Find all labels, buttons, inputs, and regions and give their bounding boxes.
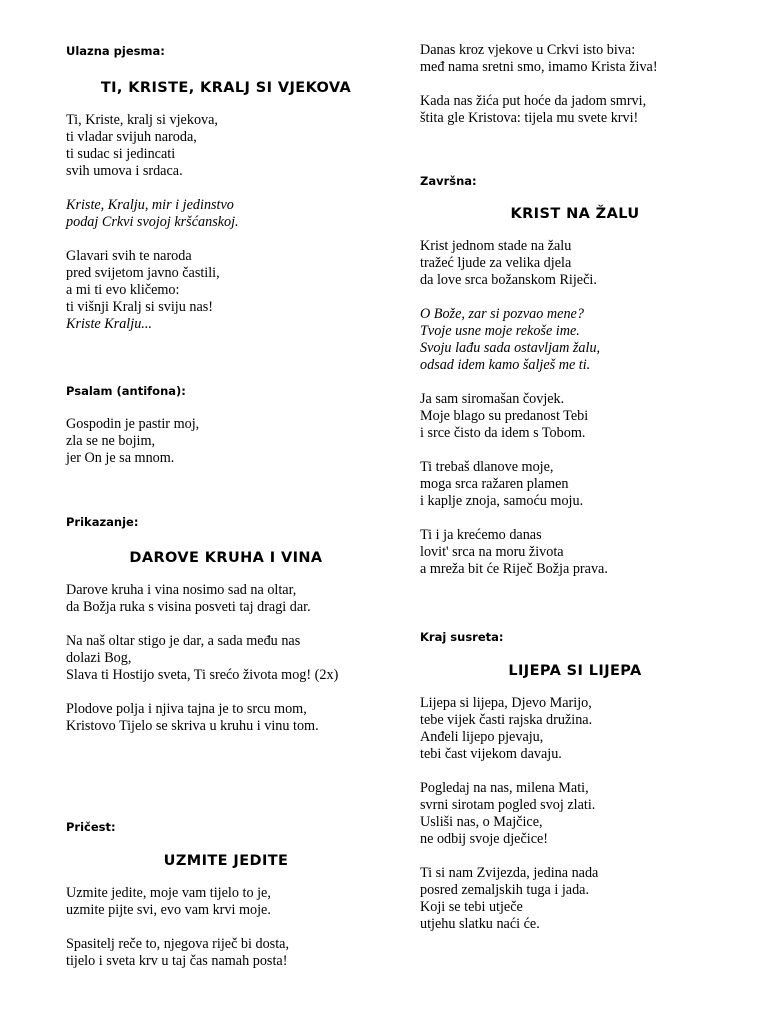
verse-line: Lijepa si lijepa, Djevo Marijo, [420,695,592,711]
verse-line: štita gle Kristova: tijela mu svete krvi! [420,110,639,126]
verse-line: Uzmite jedite, moje vam tijelo to je, [66,885,271,901]
verse [66,633,386,684]
section-kraj [420,630,750,933]
verse-line: ne odbij svoje dječice! [420,831,549,847]
verse-line: posred zemaljskih tuga i jada. [420,882,590,898]
verse-line: Svoju lađu sada ostavljam žalu, [420,340,601,356]
verse-line: odsad idem kamo šalješ me ti. [420,357,591,373]
verse-line: i kaplje znoja, samoću moju. [420,493,584,509]
section-label: Prikazanje: [66,515,139,529]
hymn-title: DAROVE KRUHA I VINA [129,550,323,566]
verse-line: zla se ne bojim, [66,433,156,449]
verse-line: Kristovo Tijelo se skriva u kruhu i vinu tom. [66,718,319,734]
verse-line: pred svijetom javno častili, [66,265,220,281]
verse-line: Moje blago su predanost Tebi [420,408,589,424]
verse [420,238,750,289]
verse-line: tijelo i sveta krv u taj čas namah posta! [66,953,288,969]
hymn-title: LIJEPA SI LIJEPA [508,663,642,679]
verse-line: Ti si nam Zvijezda, jedina nada [420,865,599,881]
verse-line: O Bože, zar si pozvao mene? [420,306,584,322]
verse-line: Koji se tebi utječe [420,899,523,915]
verse-line: Tvoje usne moje rekoše ime. [420,323,580,339]
verse-line: ti sudac si jedincati [66,146,176,162]
verse-line: tražeć ljude za velika djela [420,255,572,271]
section-zavrsna [420,174,750,578]
verse [420,780,750,848]
verse [66,701,386,735]
verse-line: podaj Crkvi svojoj kršćanskoj. [66,214,239,230]
verse-line: Spasitelj reče to, njegova riječ bi dosta, [66,936,289,952]
verse-line: Na naš oltar stigo je dar, a sada među nas [66,633,301,649]
verse [420,391,750,442]
verse [420,695,750,763]
verse-line: Kriste, Kralju, mir i jedinstvo [66,197,234,213]
section-label: Psalam (antifona): [66,384,186,398]
verse-line: moga srca ražaren plamen [420,476,569,492]
section-pricest [66,820,386,970]
verse-line: Plodove polja i njiva tajna je to srcu mom, [66,701,307,717]
verse [420,865,750,933]
verse-line: lovit' srca na moru života [420,544,564,560]
verse-line: svrni sirotam pogled svoj zlati. [420,797,596,813]
verse-line: Anđeli lijepo pjevaju, [420,729,544,745]
verse-line: Pogledaj na nas, milena Mati, [420,780,589,796]
section-prikazanje [66,515,386,735]
verse [420,42,750,76]
verse-line: Krist jednom stade na žalu [420,238,572,254]
verse-line: i srce čisto da idem s Tobom. [420,425,586,441]
verse-line: Slava ti Hostijo sveta, Ti srećo života mog! (2x) [66,667,339,683]
verse-line: Ja sam siromašan čovjek. [420,391,565,407]
verse-line: tebi čast vijekom davaju. [420,746,562,762]
verse-line: ti vladar svijuh naroda, [66,129,197,145]
verse [66,582,386,616]
verse [66,885,386,919]
verse [66,416,386,467]
section-label: Ulazna pjesma: [66,44,165,58]
refrain [420,306,750,374]
hymn-title: UZMITE JEDITE [163,853,289,869]
verse-line: Usliši nas, o Majčice, [420,814,543,830]
section-label: Kraj susreta: [420,630,504,644]
verse-line: a mreža bit će Riječ Božja prava. [420,561,608,577]
verse-line: da Božja ruka s visina posveti taj dragi dar. [66,599,311,615]
verse-line: uzmite pijte svi, evo vam krvi moje. [66,902,271,918]
verse-line: utjehu slatku naći će. [420,916,540,932]
verse [66,112,386,180]
verse-line: Ti trebaš dlanove moje, [420,459,554,475]
refrain [66,197,386,231]
verse [420,459,750,510]
section-psalam [66,384,386,467]
section-continuation [420,42,750,127]
verse-line: ti višnji Kralj si sviju nas! [66,299,213,315]
verse [420,93,750,127]
verse [420,527,750,578]
verse-line: tebe vijek časti rajska družina. [420,712,593,728]
section-label: Završna: [420,174,477,188]
verse-line: Danas kroz vjekove u Crkvi isto biva: [420,42,636,58]
verse-line: a mi ti evo kličemo: [66,282,180,298]
verse [66,936,386,970]
verse-line: svih umova i srdaca. [66,163,183,179]
hymn-title: KRIST NA ŽALU [510,206,640,222]
verse-line: Kriste Kralju... [66,316,152,332]
verse-line: Glavari svih te naroda [66,248,192,264]
verse-line: Ti i ja krećemo danas [420,527,542,543]
verse [66,248,386,333]
verse-line: dolazi Bog, [66,650,132,666]
verse-line: Ti, Kriste, kralj si vjekova, [66,112,218,128]
verse-line: međ nama sretni smo, imamo Krista živa! [420,59,658,75]
hymn-title: TI, KRISTE, KRALJ SI VJEKOVA [100,80,352,96]
section-ulazna [66,44,386,333]
verse-line: Darove kruha i vina nosimo sad na oltar, [66,582,297,598]
verse-line: Kada nas žića put hoće da jadom smrvi, [420,93,647,109]
section-label: Pričest: [66,820,116,834]
verse-line: Gospodin je pastir moj, [66,416,200,432]
verse-line: jer On je sa mnom. [66,450,175,466]
verse-line: da love srca božanskom Riječi. [420,272,597,288]
